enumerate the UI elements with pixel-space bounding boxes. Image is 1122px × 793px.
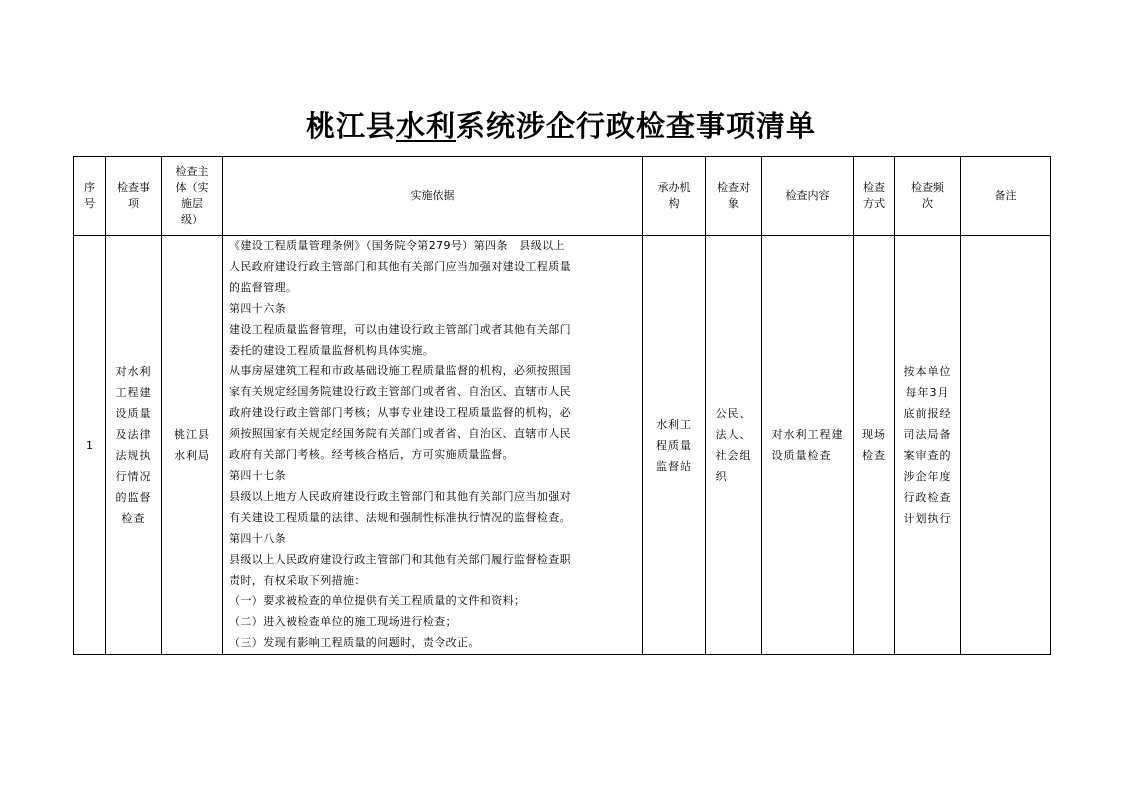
header-target: 检查对象 [706,157,762,236]
page-title [0,104,1122,145]
cell-target: 公民、法人、社会组织 [706,236,762,655]
basis-line: 县级以上地方人民政府建设行政主管部门和其他有关部门应当加强对 [229,489,571,503]
cell-remark [961,236,1051,655]
basis-line: （一）要求被检查的单位提供有关工程质量的文件和资料； [229,594,526,608]
basis-line: 有关建设工程质量的法律、法规和强制性标准执行情况的监督检查。 [229,510,571,524]
header-basis: 实施依据 [223,157,643,236]
table-header-row [74,157,1051,236]
basis-line: 家有关规定经国务院建设行政主管部门或者省、自治区、直辖市人民 [229,385,571,399]
table-row [74,236,1051,655]
basis-line: （二）进入被检查单位的施工现场进行检查； [229,615,457,629]
cell-method: 现场检查 [854,236,895,655]
basis-line: 须按照国家有关规定经国务院有关部门或者省、自治区、直辖市人民 [229,427,571,441]
basis-line: 第四十七条 [229,468,286,482]
header-subject: 检查主体（实施层级） [162,157,223,236]
basis-line: 《建设工程质量管理条例》（国务院令第279号）第四条 县级以上 [229,239,565,252]
cell-content: 对水利工程建设质量检查 [762,236,854,655]
cell-item: 对水利工程建设质量及法律法规执行情况的监督检查 [106,236,162,655]
header-frequency: 检查频次 [895,157,961,236]
header-agency: 承办机构 [643,157,706,236]
basis-line: 责时，有权采取下列措施： [229,573,366,587]
basis-line: 县级以上人民政府建设行政主管部门和其他有关部门履行监督检查职 [229,552,571,566]
header-remark: 备注 [961,157,1051,236]
cell-seq: 1 [74,236,106,655]
basis-line: 第四十六条 [229,301,286,315]
header-method: 检查方式 [854,157,895,236]
cell-frequency: 按本单位每年3月底前报经司法局备案审查的涉企年度行政检查计划执行 [895,236,961,655]
cell-subject: 桃江县水利局 [162,236,223,655]
basis-line: 从事房屋建筑工程和市政基础设施工程质量监督的机构，必须按照国 [229,364,571,378]
basis-line: 的监督管理。 [229,280,298,294]
title-underlined-word: 水利 [395,109,456,143]
basis-line: （三）发现有影响工程质量的问题时，责令改正。 [229,636,480,650]
basis-line: 建设工程质量监督管理，可以由建设行政主管部门或者其他有关部门 [229,322,571,336]
title-part-2: 系统涉企行政检查事项清单 [456,109,817,143]
inspection-items-table [73,156,1051,655]
title-part-1: 桃江县 [305,109,396,143]
header-item: 检查事项 [106,157,162,236]
basis-line: 政府有关部门考核。经考核合格后，方可实施质量监督。 [229,448,514,462]
basis-line: 第四十八条 [229,531,286,545]
header-content: 检查内容 [762,157,854,236]
basis-line: 政府建设行政主管部门考核；从事专业建设工程质量监督的机构，必 [229,406,571,420]
basis-line: 人民政府建设行政主管部门和其他有关部门应当加强对建设工程质量 [229,259,571,273]
cell-basis [223,236,643,655]
header-seq: 序号 [74,157,106,236]
basis-line: 委托的建设工程质量监督机构具体实施。 [229,343,435,357]
cell-agency: 水利工程质量监督站 [643,236,706,655]
